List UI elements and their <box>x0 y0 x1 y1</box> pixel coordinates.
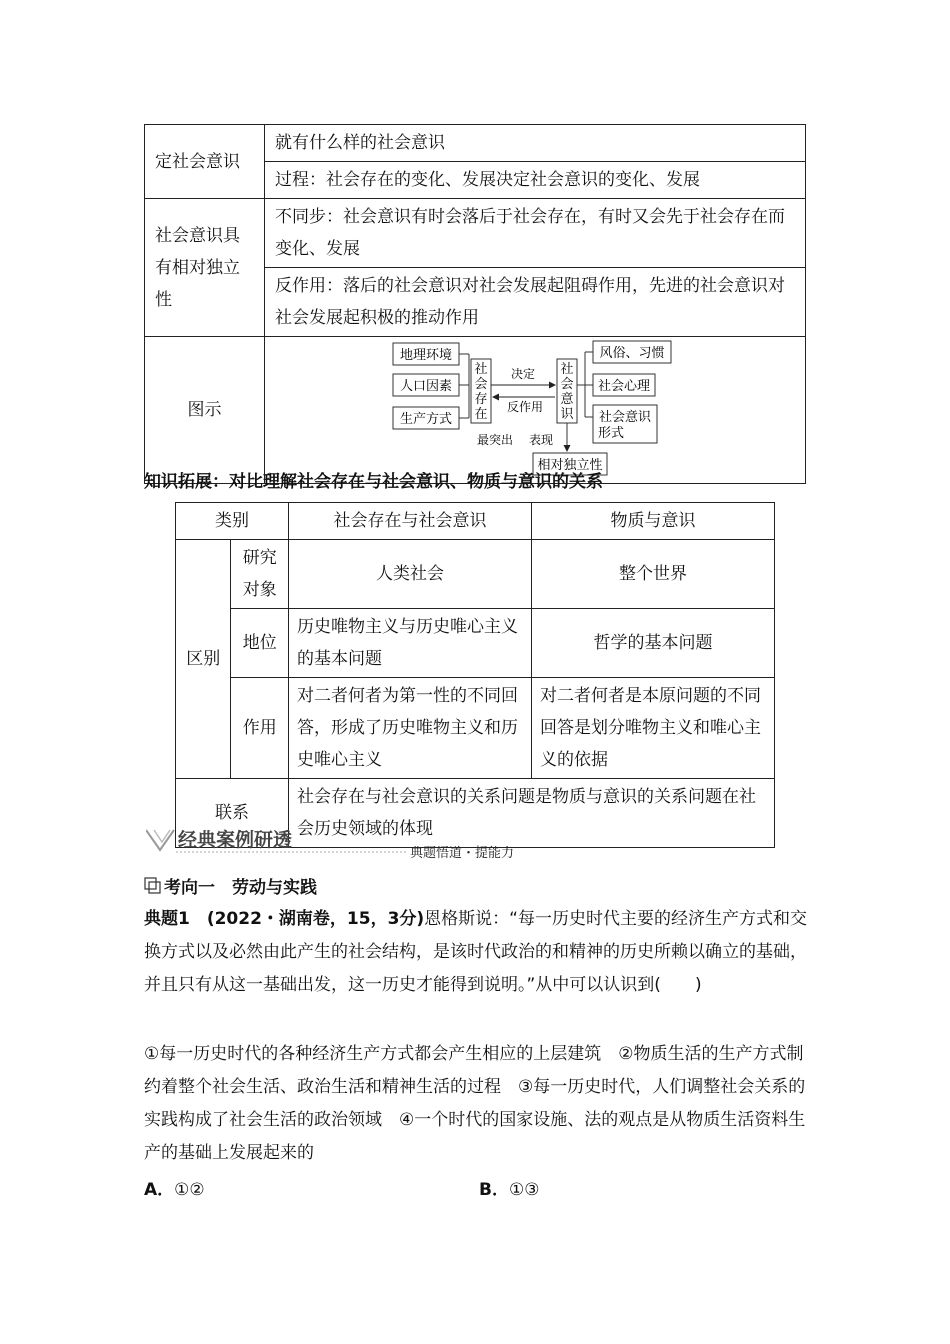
diagram-center-left <box>474 361 487 422</box>
link-text: 社会存在与社会意识的关系问题是物质与意识的关系问题在社会历史领域的体现 <box>289 779 775 848</box>
diagram-left-1: 地理环境 <box>399 348 453 363</box>
option-a-letter: A． <box>144 1180 175 1200</box>
svg-text:识: 识 <box>560 407 574 422</box>
row2-label: 社会意识具有相对独立性 <box>145 199 265 337</box>
diagram-bottom-left: 最突出 <box>476 433 514 447</box>
question-statements: ①每一历史时代的各种经济生产方式都会产生相应的上层建筑 ②物质生活的生产方式制约着整个社会生活、政治生活和精神生活的过程 ③每一历史时代，人们调整社会关系的实践构成了社会生活的政治领域 ④一个时代的国家设施、法的观点是从物质生活资料生产的基础上发展起来的 <box>144 1044 806 1163</box>
diagram-left-2: 人口因素 <box>399 379 453 394</box>
row1-cell-b: 过程：社会存在的变化、发展决定社会意识的变化、发展 <box>265 162 806 199</box>
section-title: 考向一 劳动与实践 <box>164 878 317 898</box>
header-category: 类别 <box>176 503 289 540</box>
svg-text:会: 会 <box>474 377 488 392</box>
svg-text:意: 意 <box>560 392 574 407</box>
r3-label: 作用 <box>231 678 289 779</box>
row2-cell-b: 反作用：落后的社会意识对社会发展起阻碍作用，先进的社会意识对社会发展起积极的推动作用 <box>265 268 806 337</box>
r1-c2: 整个世界 <box>532 540 775 609</box>
row3-label: 图示 <box>145 337 265 484</box>
svg-text:在: 在 <box>474 407 488 422</box>
square-icon <box>144 877 162 895</box>
option-b-text: ①③ <box>508 1180 540 1200</box>
row1-cell-a: 就有什么样的社会意识 <box>265 125 806 162</box>
option-a-text: ①② <box>174 1180 205 1200</box>
link-label: 联系 <box>176 779 289 848</box>
comparison-table <box>175 502 775 848</box>
row1-label: 定社会意识 <box>145 125 265 199</box>
r1-c1: 人类社会 <box>289 540 532 609</box>
section-title-row <box>144 873 317 898</box>
banner-subtitle: 典题悟道・提能力 <box>410 846 515 861</box>
question-stem: 恩格斯说：“每一历史时代主要的经济生产方式和交换方式以及必然由此产生的社会结构，是该时代政治的和精神的历史所赖以确立的基础，并且只有从这一基础出发，这一历史才能得到说明。”从中可以认识到( ) <box>144 909 807 995</box>
r2-label: 地位 <box>231 609 289 678</box>
social-diagram <box>265 337 805 483</box>
question-stem-block <box>144 903 816 1002</box>
banner-title: 经典案例研透 <box>178 829 293 851</box>
option-b-letter: B． <box>479 1180 509 1200</box>
svg-text:存: 存 <box>474 392 488 407</box>
diagram-left-3: 生产方式 <box>399 412 453 427</box>
diagram-arrow-bottom: 反作用 <box>506 400 544 414</box>
diagram-right-3a: 社会意识 <box>598 410 652 425</box>
r3-c1: 对二者何者为第一性的不同回答，形成了历史唯物主义和历史唯心主义 <box>289 678 532 779</box>
concept-table <box>144 124 806 484</box>
diagram-right-2: 社会心理 <box>597 379 651 394</box>
r3-c2: 对二者何者是本原问题的不同回答是划分唯物主义和唯心主义的依据 <box>532 678 775 779</box>
r1-label: 研究对象 <box>231 540 289 609</box>
extension-heading: 知识拓展：对比理解社会存在与社会意识、物质与意识的关系 <box>144 472 603 492</box>
diagram-cell <box>265 337 806 484</box>
option-a[interactable] <box>144 1175 205 1200</box>
svg-text:会: 会 <box>560 377 574 392</box>
r2-c1: 历史唯物主义与历史唯心主义的基本问题 <box>289 609 532 678</box>
question-label: 典题1 (2022・湖南卷，15，3分) <box>144 909 425 929</box>
diagram-right-3b: 形式 <box>597 426 625 441</box>
row2-cell-a: 不同步：社会意识有时会落后于社会存在，有时又会先于社会存在而变化、发展 <box>265 199 806 268</box>
diagram-bottom-box: 相对独立性 <box>537 458 603 473</box>
group-label: 区别 <box>176 540 231 779</box>
svg-text:社: 社 <box>560 362 574 377</box>
option-b[interactable] <box>479 1175 539 1200</box>
diagram-bottom-right: 表现 <box>528 433 554 447</box>
header-col2: 物质与意识 <box>532 503 775 540</box>
header-col1: 社会存在与社会意识 <box>289 503 532 540</box>
svg-text:社: 社 <box>474 362 488 377</box>
diagram-arrow-top: 决定 <box>510 367 536 381</box>
r2-c2: 哲学的基本问题 <box>532 609 775 678</box>
diagram-center-right <box>560 361 574 422</box>
diagram-right-1: 风俗、习惯 <box>599 346 665 361</box>
section-banner <box>146 826 546 864</box>
